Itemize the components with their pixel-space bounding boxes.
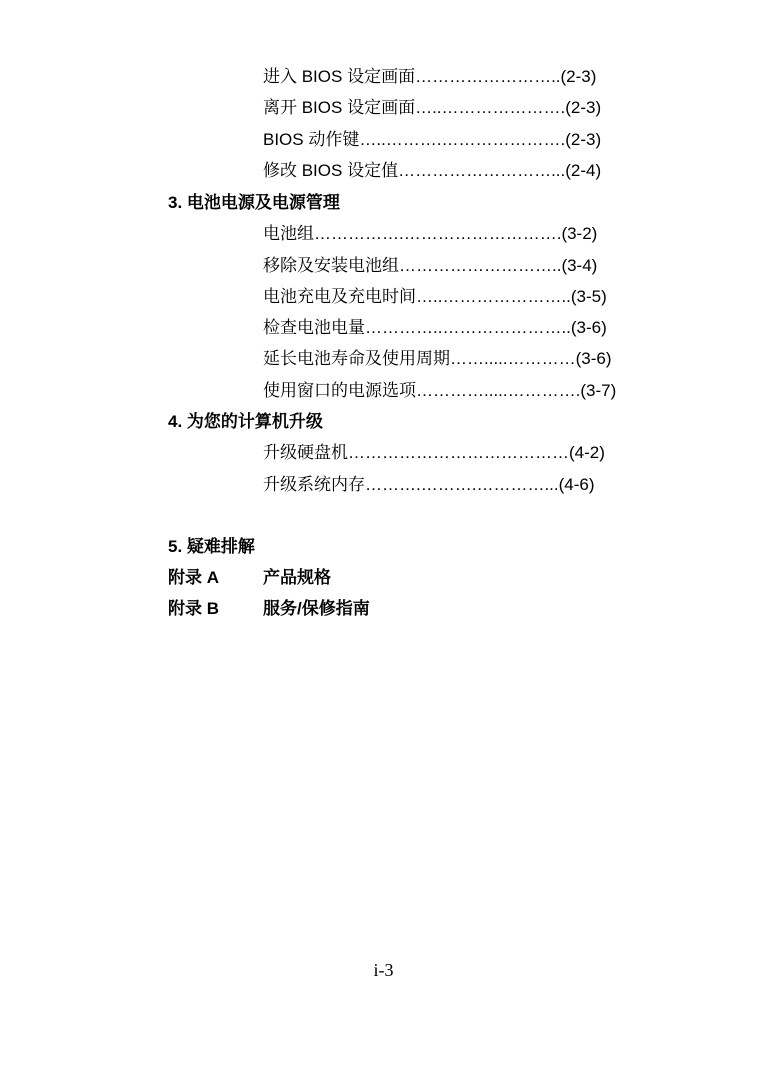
toc-entry-bios-keys: BIOS 动作键…..……….………………….(2-3) [263, 130, 602, 149]
toc-entry-charging: 电池充电及充电时间…..…………………..(3-5) [263, 287, 607, 306]
toc-entry-power-options: 使用窗口的电源选项………….....………….(3-7) [263, 381, 617, 400]
toc-entry-check-battery: 检查电池电量…………..…………………..(3-6) [263, 318, 607, 337]
toc-appendix-b-label: 附录 B [168, 599, 219, 618]
toc-entry-exit-bios: 离开 BIOS 设定画面…..………………….(2-3) [263, 98, 602, 117]
toc-entry-extend-battery-life: 延长电池寿命及使用周期…….....…………(3-6) [263, 349, 612, 368]
toc-appendix-b-title: 服务/保修指南 [263, 599, 370, 618]
toc-entry-modify-bios: 修改 BIOS 设定值………………………...(2-4) [263, 161, 602, 180]
toc-entry-enter-bios: 进入 BIOS 设定画面……………………..(2-3) [263, 67, 597, 86]
toc-entry-upgrade-memory: 升级系统内存……….……….…………...(4-6) [263, 475, 595, 494]
toc-appendix-a-label: 附录 A [168, 568, 219, 587]
toc-heading-chapter4: 4. 为您的计算机升级 [168, 412, 323, 431]
toc-entry-upgrade-hdd: 升级硬盘机…………………………………(4-2) [263, 443, 605, 462]
toc-entry-battery-pack: 电池组…………….……………………….(3-2) [263, 224, 598, 243]
page-number: i-3 [373, 960, 394, 980]
toc-heading-chapter3: 3. 电池电源及电源管理 [168, 193, 340, 212]
toc-entry-remove-install-battery: 移除及安装电池组………………………..(3-4) [263, 256, 598, 275]
toc-appendix-a-title: 产品规格 [263, 568, 331, 587]
toc-heading-chapter5: 5. 疑难排解 [168, 537, 255, 556]
